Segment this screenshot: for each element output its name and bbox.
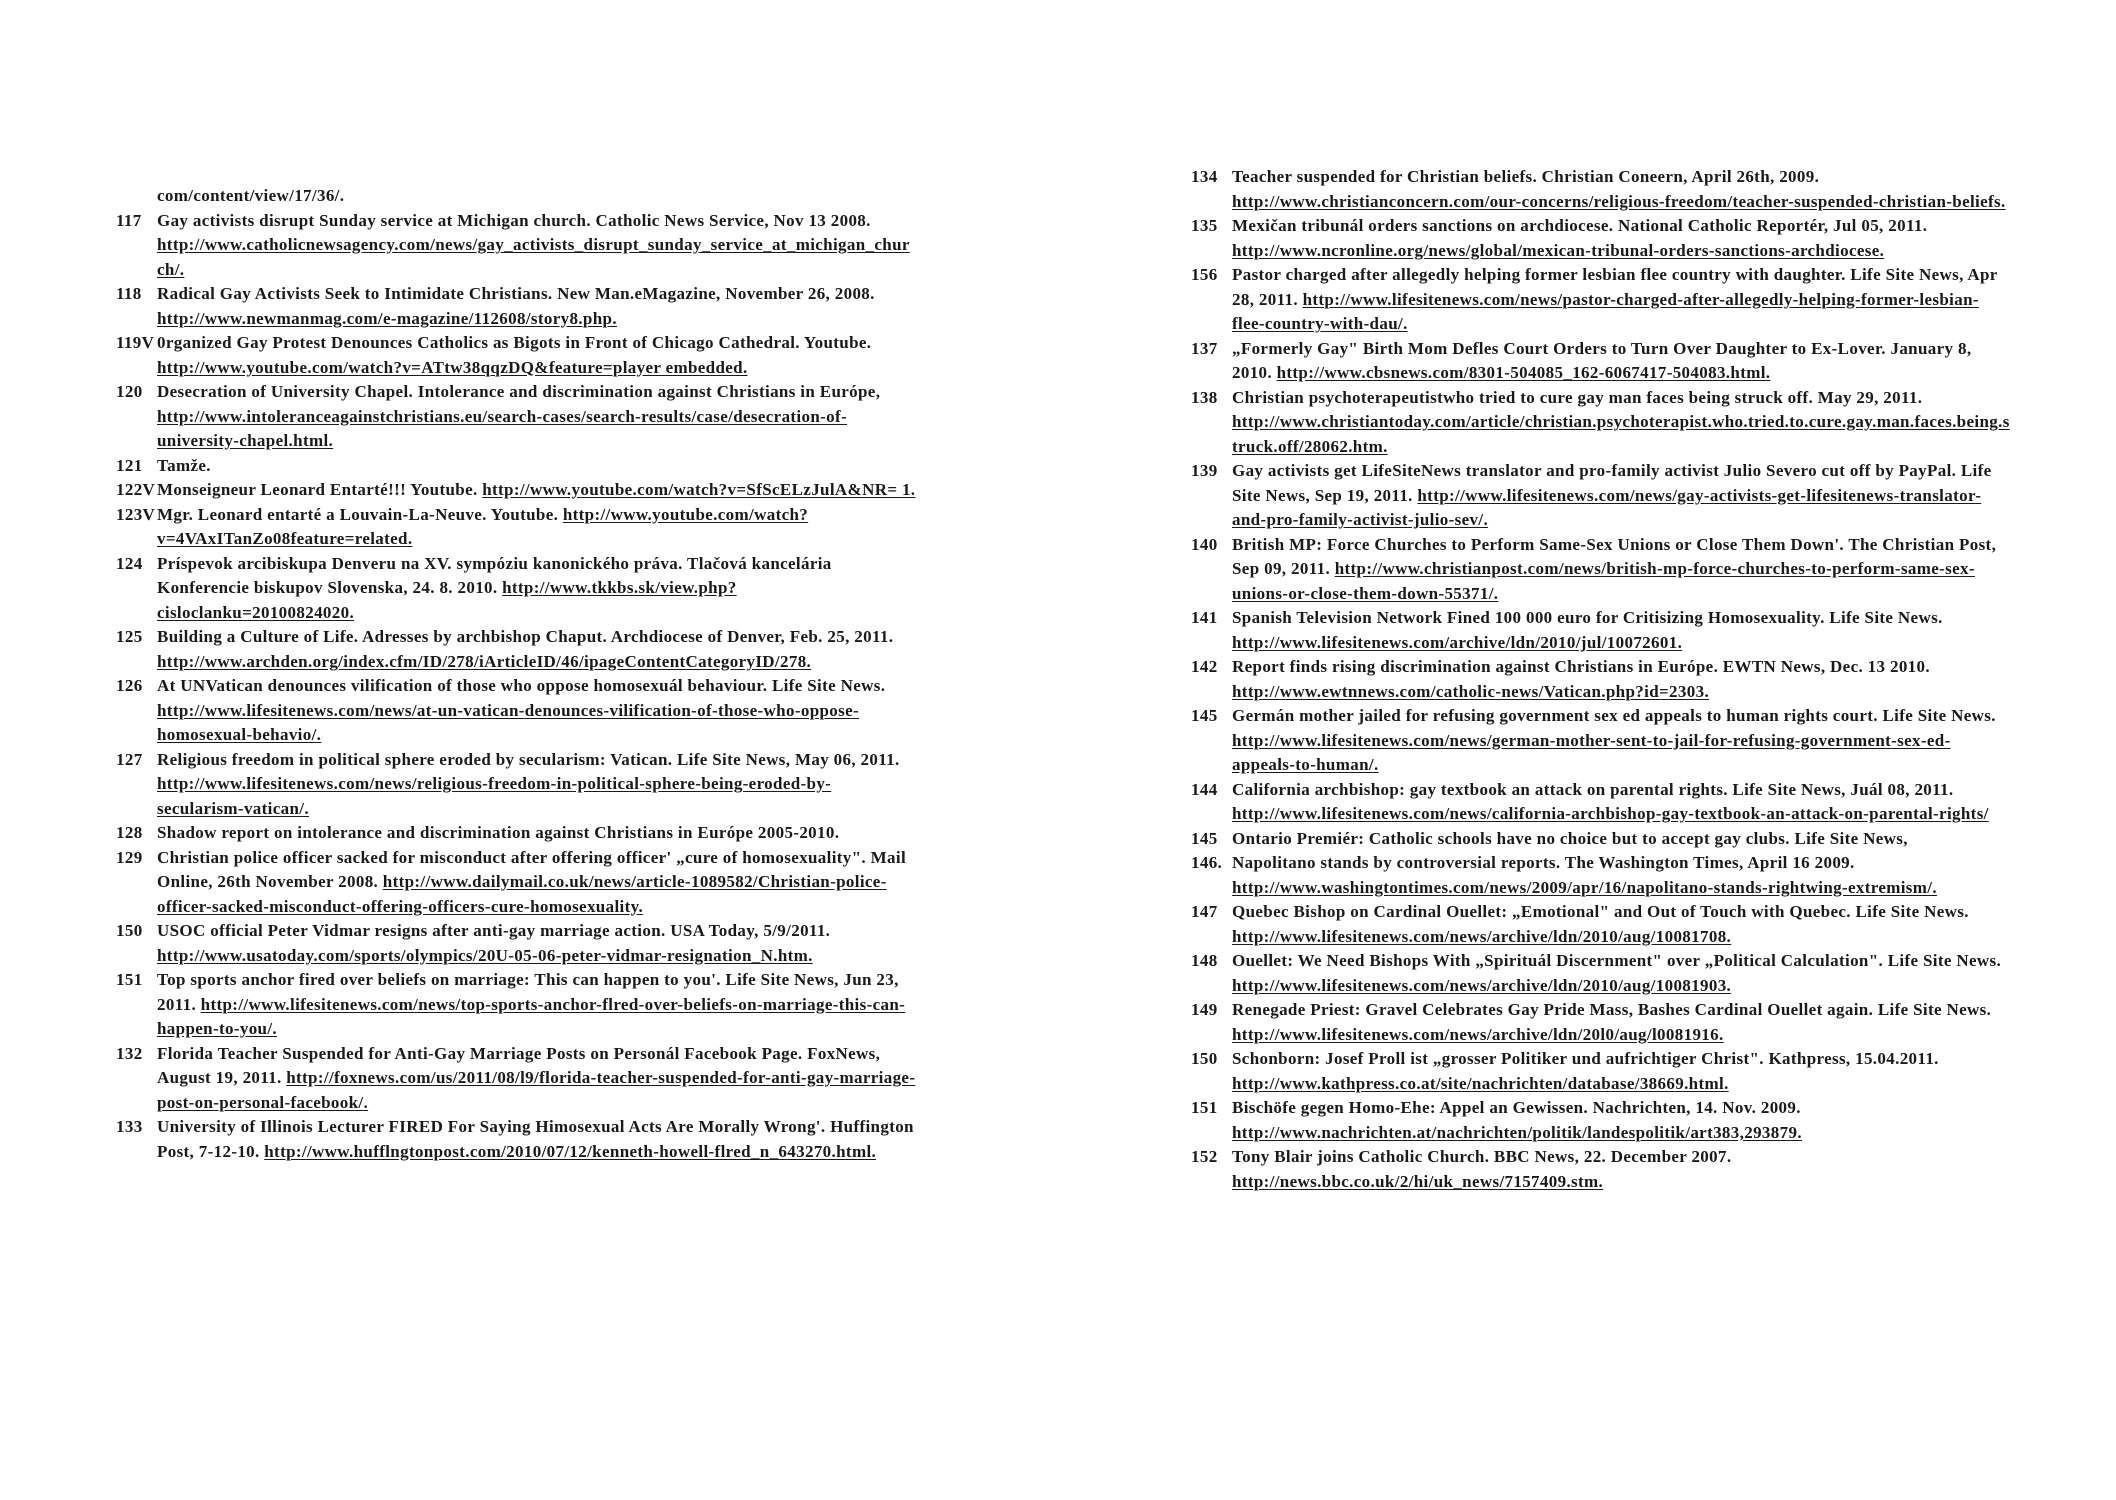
reference-entry	[1191, 606, 2011, 655]
reference-number: 127	[116, 749, 143, 769]
reference-number: 132	[116, 1043, 143, 1063]
reference-entry	[116, 282, 916, 331]
reference-link[interactable]: http://www.lifesitenews.com/news/archive/ldn/2010/aug/10081903.	[1232, 975, 1732, 995]
reference-entry	[116, 454, 916, 479]
reference-text: Top sports anchor fired over beliefs on marriage: This can happen to you'. Life Site News, Jun 23, 2011.	[157, 970, 899, 1014]
reference-entry	[1191, 386, 2011, 460]
reference-entry	[116, 674, 916, 748]
reference-link[interactable]: http://www.newmanmag.com/e-magazine/112608/story8.php.	[157, 308, 617, 328]
reference-number: 118	[116, 284, 142, 303]
reference-entry	[116, 503, 916, 552]
reference-text: At UNVatican denounces vilification of those who oppose homosexuál behaviour. Life Site News.	[157, 676, 886, 695]
reference-text: 0rganized Gay Protest Denounces Catholics as Bigots in Front of Chicago Cathedral. Youtube.	[157, 333, 872, 352]
reference-text: Desecration of University Chapel. Intolerance and discrimination against Christians in Európe,	[157, 382, 881, 401]
reference-text: Monseigneur Leonard Entarté!!! Youtube.	[157, 480, 478, 499]
reference-number: 141	[1191, 608, 1218, 627]
reference-entry	[116, 846, 916, 920]
reference-number: 133	[116, 1117, 143, 1136]
reference-entry	[1191, 1096, 2011, 1145]
reference-number: 140	[1191, 534, 1218, 554]
reference-text: Building a Culture of Life. Adresses by archbishop Chaput. Archdiocese of Denver, Feb. 25, 2011.	[157, 627, 894, 646]
reference-link[interactable]: http://www.lifesitenews.com/news/california-archbishop-gay-textbook-an-attack-on-parental-rights/	[1232, 804, 1989, 823]
reference-text: Napolitano stands by controversial reports. The Washington Times, April 16 2009.	[1232, 853, 1855, 872]
reference-link[interactable]: http://foxnews.com/us/2011/08/l9/florida-teacher-suspended-for-anti-gay-marriage-post-on-personal-facebook/.	[157, 1068, 916, 1112]
reference-entry	[1191, 851, 2011, 900]
reference-text: Florida Teacher Suspended for Anti-Gay Marriage Posts on Personál Facebook Page. FoxNews, August 19, 2011.	[157, 1043, 881, 1087]
reference-entry	[116, 209, 916, 283]
reference-text: Germán mother jailed for refusing government sex ed appeals to human rights court. Life Site News.	[1232, 706, 1996, 725]
reference-link[interactable]: http://www.lifesitenews.com/news/pastor-charged-after-allegedly-helping-former-lesbian-flee-country-with-dau/.	[1232, 289, 1979, 333]
reference-entry	[116, 478, 916, 503]
reference-number: 125	[116, 627, 143, 646]
reference-number: 142	[1191, 657, 1218, 676]
reference-text: Mexičan tribunál orders sanctions on archdiocese. National Catholic Reportér, Jul 05, 2011.	[1232, 216, 1928, 235]
reference-link[interactable]: http://www.lifesitenews.com/news/top-sports-anchor-flred-over-beliefs-on-marriage-this-can-happen-to-you/.	[157, 994, 906, 1038]
reference-text: Gay activists disrupt Sunday service at Michigan church. Catholic News Service, Nov 13 2008.	[157, 210, 871, 230]
reference-text: Teacher suspended for Christian beliefs. Christian Coneern, April 26th, 2009.	[1232, 167, 1820, 186]
reference-entry	[116, 1042, 916, 1116]
reference-number: 151	[1191, 1098, 1218, 1117]
reference-entry	[1191, 165, 2011, 214]
reference-text: Bischöfe gegen Homo-Ehe: Appel an Gewissen. Nachrichten, 14. Nov. 2009.	[1232, 1098, 1801, 1117]
reference-text: Spanish Television Network Fined 100 000 euro for Critisizing Homosexuality. Life Site News.	[1232, 608, 1943, 627]
reference-url[interactable]: com/content/view/17/36/.	[157, 186, 345, 205]
reference-number: 138	[1191, 387, 1218, 407]
reference-text: Pastor charged after allegedly helping former lesbian flee country with daughter. Life Site News, Apr 28, 2011.	[1232, 265, 1998, 309]
reference-number: 156	[1191, 265, 1218, 284]
reference-entry	[1191, 459, 2011, 533]
reference-link[interactable]: http://www.kathpress.co.at/site/nachrichten/database/38669.html.	[1232, 1073, 1729, 1093]
reference-entry	[116, 625, 916, 674]
reference-number: 122V	[116, 480, 156, 499]
reference-link[interactable]: http://www.tkkbs.sk/view.php?cisloclanku=20100824020.	[157, 578, 737, 622]
reference-text: British MP: Force Churches to Perform Same-Sex Unions or Close Them Down'. The Christian Post, Sep 09, 2011.	[1232, 534, 1997, 578]
reference-entry	[1191, 263, 2011, 337]
reference-number: 135	[1191, 216, 1218, 235]
reference-link[interactable]: http://www.cbsnews.com/8301-504085_162-6067417-504083.html.	[1276, 363, 1771, 382]
reference-entry	[1191, 337, 2011, 386]
reference-number: 150	[1191, 1049, 1218, 1068]
reference-number: 126	[116, 676, 143, 695]
reference-number: 124	[116, 553, 143, 573]
reference-link[interactable]: http://www.lifesitenews.com/news/archive/ldn/2010/aug/10081708.	[1232, 926, 1732, 946]
reference-link[interactable]: http://www.intoleranceagainstchristians.eu/search-cases/search-results/case/desecration-of-university-chapel.html.	[157, 406, 848, 450]
reference-link[interactable]: http://www.lifesitenews.com/news/gay-activists-get-lifesitenews-translator-and-pro-family-activist-julio-sev/.	[1232, 485, 1982, 529]
reference-link[interactable]: http://www.christianconcern.com/our-concerns/religious-freedom/teacher-suspended-christian-beliefs.	[1232, 191, 2006, 211]
reference-entry	[1191, 778, 2011, 827]
reference-text: Tamže.	[157, 455, 211, 475]
reference-entry	[116, 968, 916, 1042]
reference-entry	[116, 919, 916, 968]
reference-text: Radical Gay Activists Seek to Intimidate Christians. New Man.eMagazine, November 26, 2008.	[157, 284, 875, 303]
reference-entry	[1191, 998, 2011, 1047]
reference-number	[116, 184, 157, 209]
reference-entry	[116, 821, 916, 846]
reference-text: Ouellet: We Need Bishops With „Spirituál Discernment" over „Political Calculation". Life Site News.	[1232, 951, 2002, 970]
reference-entry	[1191, 1145, 2011, 1194]
reference-entry	[1191, 533, 2011, 607]
reference-link[interactable]: http://www.dailymail.co.uk/news/article-1089582/Christian-police-officer-sacked-misconduct-offering-officers-cure-homosexuality.	[157, 872, 887, 916]
reference-number: 146.	[1191, 853, 1223, 872]
right-column	[1191, 0, 2011, 1194]
reference-link[interactable]: http://www.ncronline.org/news/global/mexican-tribunal-orders-sanctions-archdiocese.	[1232, 240, 1885, 260]
reference-link[interactable]: http://www.youtube.com/watch?v=SfScELzJulA&NR= 1.	[482, 480, 916, 499]
reference-text: Report finds rising discrimination against Christians in Európe. EWTN News, Dec. 13 2010.	[1232, 657, 1930, 676]
reference-text: Ontario Premiér: Catholic schools have no choice but to accept gay clubs. Life Site News,	[1232, 828, 1908, 848]
reference-link[interactable]: http://www.hufflngtonpost.com/2010/07/12/kenneth-howell-flred_n_643270.html.	[264, 1141, 877, 1161]
reference-number: 139	[1191, 461, 1218, 480]
reference-link[interactable]: http://www.lifesitenews.com/news/german-mother-sent-to-jail-for-refusing-government-sex-ed-appeals-to-human/.	[1232, 730, 1951, 774]
reference-entry	[116, 552, 916, 626]
reference-entry	[116, 748, 916, 822]
reference-text: Mgr. Leonard entarté a Louvain-La-Neuve. Youtube.	[157, 504, 559, 524]
reference-link[interactable]: http://www.ewtnnews.com/catholic-news/Vatican.php?id=2303.	[1232, 681, 1710, 701]
reference-number: 137	[1191, 338, 1218, 358]
reference-link[interactable]: http://www.christianpost.com/news/british-mp-force-churches-to-perform-same-sex-unions-or-close-them-down-55371/.	[1232, 559, 1975, 603]
reference-number: 123V	[116, 504, 156, 524]
reference-text: Schonborn: Josef Proll ist „grosser Politiker und aufrichtiger Christ". Kathpress, 15.04.2011.	[1232, 1049, 1939, 1068]
reference-link[interactable]: http://www.youtube.com/watch?v=4VAxITanZo08feature=related.	[157, 504, 809, 548]
reference-number: 152	[1191, 1147, 1218, 1166]
reference-number: 145	[1191, 706, 1218, 725]
reference-link[interactable]: http://www.lifesitenews.com/archive/ldn/2010/jul/10072601.	[1232, 632, 1683, 652]
reference-link[interactable]: http://www.lifesitenews.com/news/at-un-vatican-denounces-vilification-of-those-who-oppose-homosexual-behavio/.	[157, 700, 860, 744]
reference-entry	[116, 331, 916, 380]
reference-text: „Formerly Gay" Birth Mom Defles Court Orders to Turn Over Daughter to Ex-Lover. January 8, 2010.	[1232, 338, 1972, 382]
reference-number: 150	[116, 921, 143, 940]
reference-number: 119V	[116, 333, 155, 352]
reference-entry	[1191, 704, 2011, 778]
reference-text: Quebec Bishop on Cardinal Ouellet: „Emotional" and Out of Touch with Quebec. Life Site News.	[1232, 902, 1969, 921]
reference-number: 151	[116, 970, 143, 989]
reference-number: 145	[1191, 828, 1218, 848]
reference-text: California archbishop: gay textbook an attack on parental rights. Life Site News, Juál 08, 2011.	[1232, 779, 1954, 799]
reference-text: Christian psychoterapeutistwho tried to cure gay man faces being struck off. May 29, 2011.	[1232, 387, 1923, 407]
reference-text: Príspevok arcibiskupa Denveru na XV. sympóziu kanonického práva. Tlačová kancelária Konferencie biskupov Slovenska, 24. 8. 2010.	[157, 553, 832, 597]
reference-entry	[116, 380, 916, 454]
reference-text: Tony Blair joins Catholic Church. BBC News, 22. December 2007.	[1232, 1147, 1732, 1166]
reference-text: Gay activists get LifeSiteNews translator and pro-family activist Julio Severo cut off by PayPal. Life Site News, Sep 19, 2011.	[1232, 461, 1992, 505]
reference-link[interactable]: http://www.lifesitenews.com/news/religious-freedom-in-political-sphere-being-eroded-by-secularism-vatican/.	[157, 774, 832, 818]
reference-link[interactable]: http://www.christiantoday.com/article/christian.psychoterapist.who.tried.to.cure.gay.man.faces.being.struck.off/28062.htm.	[1232, 412, 2010, 456]
reference-text: USOC official Peter Vidmar resigns after anti-gay marriage action. USA Today, 5/9/2011.	[157, 921, 831, 940]
reference-link[interactable]: http://www.usatoday.com/sports/olympics/20U-05-06-peter-vidmar-resignation_N.htm.	[157, 945, 813, 965]
reference-entry	[116, 184, 916, 209]
left-column	[116, 0, 916, 1164]
reference-number: 128	[116, 823, 143, 842]
reference-link[interactable]: http://www.washingtontimes.com/news/2009/apr/16/napolitano-stands-rightwing-extremism/.	[1232, 877, 1937, 897]
reference-text: Shadow report on intolerance and discrimination against Christians in Európe 2005-2010.	[157, 823, 840, 842]
reference-number: 121	[116, 455, 143, 475]
reference-text: Christian police officer sacked for misconduct after offering officer' „cure of homosexuality". Mail Online, 26th November 2008.	[157, 847, 907, 891]
reference-entry	[1191, 655, 2011, 704]
reference-link[interactable]: http://news.bbc.co.uk/2/hi/uk_news/7157409.stm.	[1232, 1171, 1604, 1191]
reference-link[interactable]: http://www.lifesitenews.com/news/archive/ldn/20l0/aug/l0081916.	[1232, 1024, 1724, 1044]
reference-link[interactable]: http://www.catholicnewsagency.com/news/gay_activists_disrupt_sunday_service_at_michigan_church/.	[157, 235, 910, 279]
reference-entry	[1191, 827, 2011, 852]
reference-number: 134	[1191, 167, 1218, 186]
reference-link[interactable]: http://www.archden.org/index.cfm/ID/278/iArticleID/46/ipageContentCategoryID/278.	[157, 651, 812, 671]
reference-number: 147	[1191, 902, 1218, 921]
reference-entry	[1191, 949, 2011, 998]
reference-entry	[1191, 214, 2011, 263]
reference-text: Religious freedom in political sphere eroded by secularism: Vatican. Life Site News, May 06, 2011.	[157, 749, 900, 769]
reference-entry	[1191, 900, 2011, 949]
reference-entry	[1191, 1047, 2011, 1096]
reference-number: 120	[116, 382, 143, 401]
reference-number: 149	[1191, 1000, 1218, 1019]
reference-number: 117	[116, 210, 142, 230]
reference-number: 129	[116, 847, 143, 867]
reference-link[interactable]: http://www.nachrichten.at/nachrichten/politik/landespolitik/art383,293879.	[1232, 1122, 1802, 1142]
reference-link[interactable]: http://www.youtube.com/watch?v=ATtw38qqzDQ&feature=player embedded.	[157, 357, 748, 377]
reference-text: University of Illinois Lecturer FIRED For Saying Himosexual Acts Are Morally Wrong'. Huffington Post, 7-12-10.	[157, 1117, 914, 1161]
reference-entry	[116, 1115, 916, 1164]
reference-number: 148	[1191, 951, 1218, 970]
reference-number: 144	[1191, 779, 1218, 799]
reference-text: Renegade Priest: Gravel Celebrates Gay Pride Mass, Bashes Cardinal Ouellet again. Life Site News.	[1232, 1000, 1992, 1019]
